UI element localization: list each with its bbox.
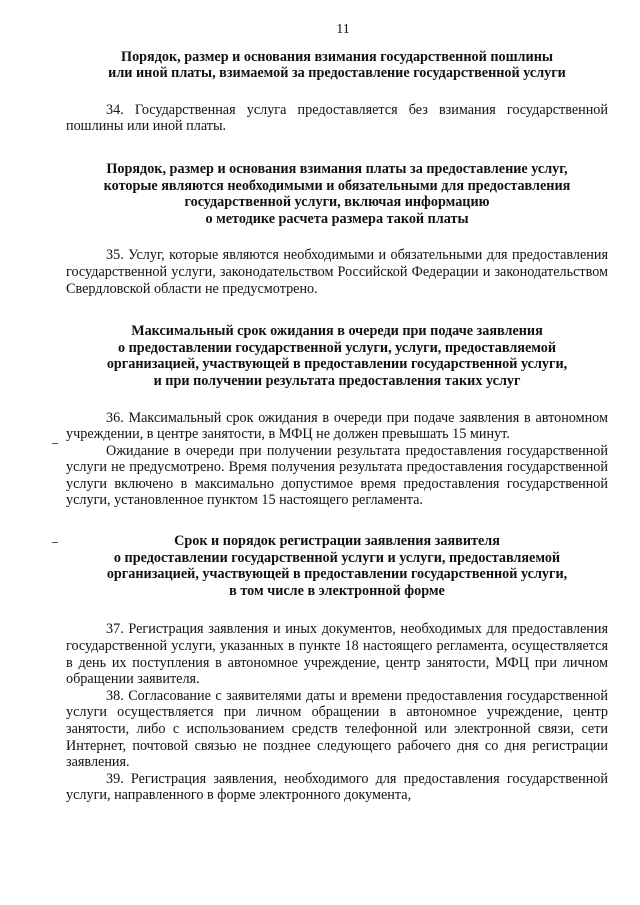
section-heading-related-services-fee <box>66 161 608 227</box>
paragraph-36-continued: Ожидание в очереди при получении результата предоставления государственной услуги не предусмотрено. Время получения результата предоставления государственной услуги включено в максимально допустимое время предоставления государственной услуги, установленное пунктом 15 настоящего регламента. <box>66 442 608 509</box>
heading-line: Порядок, размер и основания взимания государственной пошлины <box>121 48 553 65</box>
heading-line: и при получении результата предоставления таких услуг <box>153 372 521 389</box>
heading-line: государственной услуги, включая информацию <box>184 194 490 211</box>
paragraph-35: 35. Услуг, которые являются необходимыми и обязательными для предоставления государственной услуги, законодательством Российской Федерации и законодательством Свердловской области не предусмотрено. <box>66 247 608 297</box>
heading-line: или иной платы, взимаемой за предоставление государственной услуги <box>108 65 566 82</box>
section-heading-fee <box>66 49 608 82</box>
paragraph-39: 39. Регистрация заявления, необходимого для предоставления государственной услуги, направленного в форме электронного документа, <box>66 770 608 804</box>
heading-line: о методике расчета размера такой платы <box>205 210 469 227</box>
paragraph-34: 34. Государственная услуга предоставляется без взимания государственной пошлины или иной платы. <box>66 101 608 135</box>
heading-line: которые являются необходимыми и обязательными для предоставления <box>103 177 571 194</box>
paragraph-37: 37. Регистрация заявления и иных документов, необходимых для предоставления государственной услуги, указанных в пункте 18 настоящего регламента, осуществляется в день их поступления в автономное учреждение, центр занятости, МФЦ при личном обращении заявителя. <box>66 621 608 688</box>
document-page <box>66 22 608 804</box>
section-heading-registration <box>66 533 608 599</box>
scan-mark <box>52 542 58 543</box>
heading-line: Максимальный срок ожидания в очереди при подаче заявления <box>131 323 543 340</box>
heading-line: организацией, участвующей в предоставлении государственной услуги, <box>106 356 568 373</box>
heading-line: организацией, участвующей в предоставлении государственной услуги, <box>106 566 568 583</box>
heading-line: в том числе в электронной форме <box>229 582 445 599</box>
scan-mark <box>52 443 58 444</box>
section-heading-queue-wait <box>66 323 608 389</box>
paragraph-36: 36. Максимальный срок ожидания в очереди при подаче заявления в автономном учреждении, в центре занятости, в МФЦ не должен превышать 15 минут. <box>66 409 608 443</box>
heading-line: Срок и порядок регистрации заявления заявителя <box>174 533 500 550</box>
heading-line: о предоставлении государственной услуги и услуги, предоставляемой <box>113 549 561 566</box>
page-number: 11 <box>336 22 350 37</box>
heading-line: Порядок, размер и основания взимания платы за предоставление услуг, <box>106 160 568 177</box>
heading-line: о предоставлении государственной услуги, услуги, предоставляемой <box>117 339 557 356</box>
paragraph-38: 38. Согласование с заявителями даты и времени предоставления государственной услуги осуществляется при личном обращении в автономное учреждение, центр занятости, либо с использованием средств телефонной или электронной связи, сети Интернет, почтовой связью не позднее следующего рабочего дня со дня регистрации заявления. <box>66 687 608 771</box>
